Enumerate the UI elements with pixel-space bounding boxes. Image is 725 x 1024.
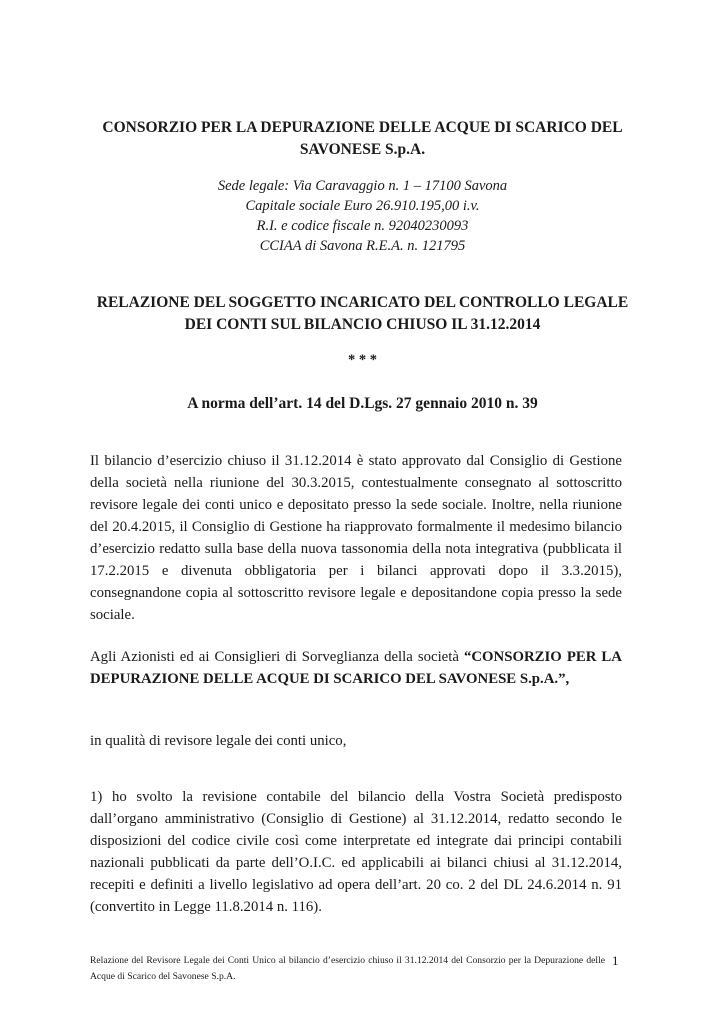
info-line-rea: CCIAA di Savona R.E.A. n. 121795 — [259, 238, 466, 254]
page-number: 1 — [612, 953, 619, 968]
paragraph-capacity: in qualità di revisore legale dei conti unico, — [90, 733, 347, 749]
report-title: RELAZIONE DEL SOGGETTO INCARICATO DEL CONTROLLO LEGALE DEI CONTI SUL BILANCIO CHIUSO IL 31.12.2014 — [96, 294, 629, 333]
paragraph-approval: Il bilancio d’esercizio chiuso il 31.12.2014 è stato approvato dal Consiglio di Gestione della società nella riunione del 30.3.2015, contestualmente consegnato al sottoscritto revisore legale dei conti unico e depositato presso la sede sociale. Inoltre, nella riunione del 20.4.2015, il Consiglio di Gestione ha riapprovato formalmente il medesimo bilancio d’esercizio redatto sulla base della nuova tassonomia della nota integrativa (pubblicata il 17.2.2015 e divenuta obbligatoria per i bilanci approvati dopo il 3.3.2015), consegnandone copia al sottoscritto revisore legale e depositandone copia presso la sede sociale. — [90, 453, 622, 623]
norm-reference: A norma dell’art. 14 del D.Lgs. 27 gennaio 2010 n. 39 — [187, 395, 538, 412]
company-info — [90, 176, 635, 256]
info-line-share-capital: Capitale sociale Euro 26.910.195,00 i.v. — [245, 198, 480, 214]
info-line-tax-code: R.I. e codice fiscale n. 92040230093 — [256, 218, 469, 234]
page-footer: Relazione del Revisore Legale dei Conti Unico al bilancio d’esercizio chiuso il 31.12.2014 del Consorzio per la Depurazione delle Acque di Scarico del Savonese S.p.A. — [90, 955, 605, 982]
addressees-company: “CONSORZIO PER LA DEPURAZIONE DELLE ACQUE DI SCARICO DEL SAVONESE S.p.A.”, — [90, 649, 622, 687]
paragraph-point-1: 1) ho svolto la revisione contabile del bilancio della Vostra Società predisposto dall’organo amministrativo (Consiglio di Gestione) al 31.12.2014, redatto secondo le disposizioni del codice civile così come interpretate ed integrate dai principi contabili nazionali pubblicati da parte dell’O.I.C. ed applicabili ai bilanci chiusi al 31.12.2014, recepiti e definiti a livello legislativo ad opera dell’art. 20 co. 2 del DL 24.6.2014 n. 91 (convertito in Legge 11.8.2014 n. 116). — [90, 789, 622, 915]
company-name: CONSORZIO PER LA DEPURAZIONE DELLE ACQUE DI SCARICO DEL SAVONESE S.p.A. — [102, 119, 623, 158]
info-line-registered-office: Sede legale: Via Caravaggio n. 1 – 17100 Savona — [217, 178, 508, 194]
addressees-prefix: Agli Azionisti ed ai Consiglieri di Sorveglianza della società — [90, 649, 464, 665]
paragraph-addressees — [90, 646, 622, 690]
section-separator: * * * — [348, 352, 377, 368]
